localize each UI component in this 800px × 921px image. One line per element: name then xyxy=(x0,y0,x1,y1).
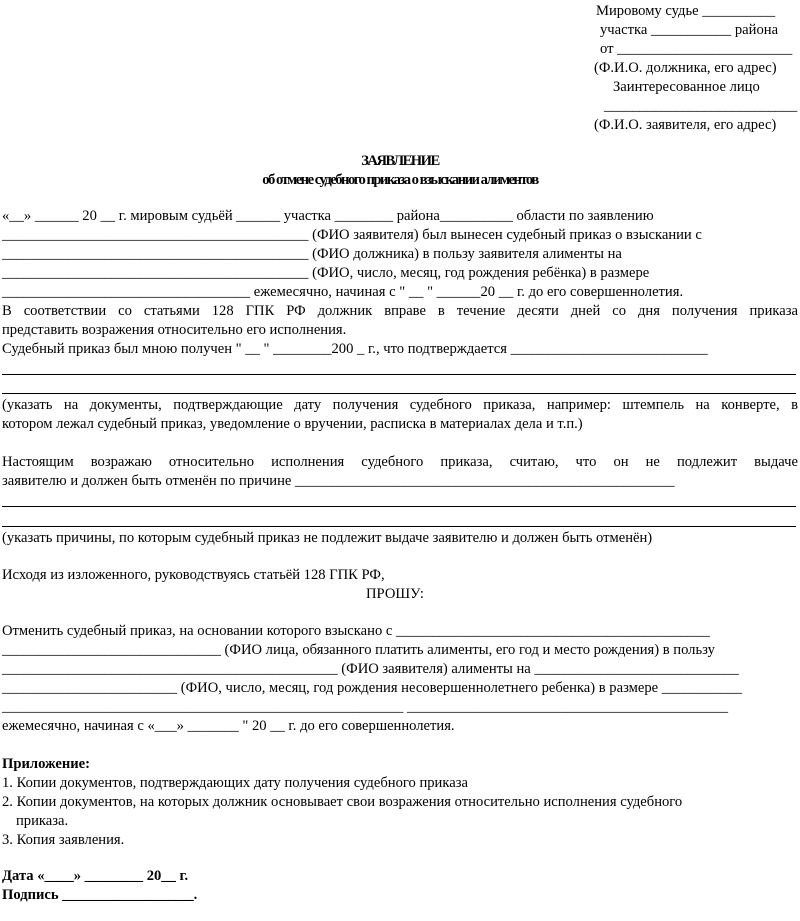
reasons-hint-line: (указать причины, по которым судебный приказ не подлежит выдаче заявителю и должен быть отменён) xyxy=(2,530,653,546)
applicant-line: __________________________________________ (ФИО заявителя) был вынесен судебный приказ о взыскании с xyxy=(2,227,702,243)
header-from-line: от ________________________ xyxy=(600,41,793,57)
appendix-item-2: 2. Копии документов, на которых должник основывает свои возражения относительно исполнения судебного xyxy=(2,794,683,810)
monthly-from-line: ежемесячно, начиная с «___» _______ " 20 __ г. до его совершеннолетия. xyxy=(2,718,455,734)
amount-blank-line: _______________________________________________________ ____________________________________________ xyxy=(2,699,729,715)
objection-line: Настоящим возражаю относительно исполнения судебного приказа, считаю, что он не подлежит выдаче xyxy=(2,454,798,470)
payer-line: ______________________________ (ФИО лица, обязанного платить алименты, его год и место рождения) в пользу xyxy=(2,642,715,658)
date-field: Дата «____» ________ 20__ г. xyxy=(2,868,189,884)
law-reference-line-2: представить возражения относительно его исполнения. xyxy=(2,322,347,338)
minor-child-line: ________________________ (ФИО, число, месяц, год рождения несовершеннолетнего ребенка) в размере ___________ xyxy=(2,680,743,696)
documents-hint-line: (указать на документы, подтверждающие дату получения судебного приказа, например: штемпель на конверте, в xyxy=(2,397,798,413)
applicant-alimony-line: ______________________________________________ (ФИО заявителя) алименты на ____________________________ xyxy=(2,661,739,677)
blank-line xyxy=(2,506,796,507)
header-debtor-hint: (Ф.И.О. должника, его адрес) xyxy=(594,60,777,76)
law-reference-line: В соответствии со статьями 128 ГПК РФ должник вправе в течение десяти дней со дня получения приказа xyxy=(2,303,798,319)
appendix-heading: Приложение: xyxy=(2,756,91,772)
header-applicant-hint: (Ф.И.О. заявителя, его адрес) xyxy=(594,117,777,133)
child-line: __________________________________________ (ФИО, число, месяц, год рождения ребёнка) в размере xyxy=(2,265,650,281)
header-judge-line: Мировому судье __________ xyxy=(596,3,776,19)
document-title: ЗАЯВЛЕНИЕ xyxy=(361,153,439,169)
order-date-line: «__» ______ 20 __ г. мировым судьёй ______ участка ________ района__________ области по заявлению xyxy=(2,208,654,224)
monthly-line: __________________________________ ежемесячно, начиная с " __ " ______20 __ г. до его совершеннолетия. xyxy=(2,284,684,300)
header-district-line: участка ___________ района xyxy=(600,22,779,38)
header-interested-party: Заинтересованное лицо xyxy=(613,79,760,95)
appendix-item-1: 1. Копии документов, подтверждающих дату получения судебного приказа xyxy=(2,775,468,791)
guided-by-line: Исходя из изложенного, руководствуясь статьёй 128 ГПК РФ, xyxy=(2,567,385,583)
appendix-item-2-cont: приказа. xyxy=(16,813,69,829)
header-interested-line: ___________________________ xyxy=(604,98,797,114)
blank-line xyxy=(2,393,796,394)
blank-line xyxy=(2,526,796,527)
objection-reason-line: заявителю и должен быть отменён по причине ____________________________________________________ xyxy=(2,473,675,489)
received-date-line: Судебный приказ был мною получен " __ " ________200 _ г., что подтверждается ___________________________ xyxy=(2,341,708,357)
documents-hint-line-2: котором лежал судебный приказ, уведомление о вручении, расписка в материалах дела и т.п.) xyxy=(2,416,583,432)
cancel-order-line: Отменить судебный приказ, на основании которого взыскано с ___________________________________________ xyxy=(2,623,710,639)
blank-line xyxy=(2,374,796,375)
appendix-item-3: 3. Копия заявления. xyxy=(2,832,125,848)
debtor-line: __________________________________________ (ФИО должника) в пользу заявителя алименты на xyxy=(2,246,622,262)
signature-field: Подпись __________________. xyxy=(2,887,198,903)
document-subtitle: об отмене судебного приказа о взыскании алиментов xyxy=(262,172,538,188)
request-heading: ПРОШУ: xyxy=(366,586,424,602)
